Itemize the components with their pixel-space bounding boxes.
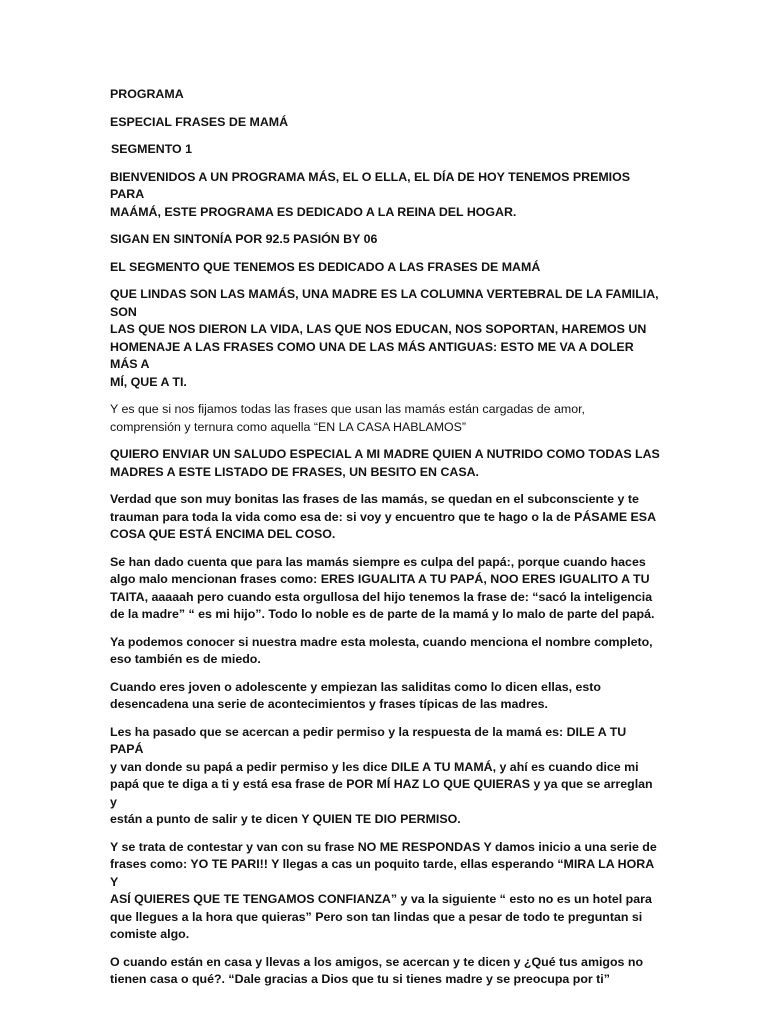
heading-especial: ESPECIAL FRASES DE MAMÁ — [110, 114, 289, 129]
paragraph-bienvenidos: BIENVENIDOS A UN PROGRAMA MÁS, EL O ELLA, EL DÍA DE HOY TENEMOS PREMIOS PARA MAÁMÁ, ESTE PROGRAMA ES DEDICADO A LA REINA DEL HOGAR. — [110, 169, 630, 219]
paragraph-sigan: SIGAN EN SINTONÍA POR 92.5 PASIÓN BY 06 — [110, 232, 378, 246]
paragraph-ya-podemos: Ya podemos conocer si nuestra madre esta molesta, cuando menciona el nombre completo, eso también es de miedo. — [110, 634, 653, 666]
paragraph-que-lindas: QUE LINDAS SON LAS MAMÁS, UNA MADRE ES LA COLUMNA VERTEBRAL DE LA FAMILIA, SON LAS QUE NOS DIERON LA VIDA, LAS QUE NOS EDUCAN, NOS SOPORTAN, HAREMOS UN HOMENAJE A LAS FRASES COMO UNA DE LAS MÁS ANTIGUAS: ESTO ME VA A DOLER MÁS A MÍ, QUE A TI. — [110, 287, 659, 389]
paragraph-les-ha-pasado: Les ha pasado que se acercan a pedir permiso y la respuesta de la mamá es: DILE A TU PAPÁ y van donde su papá a pedir permiso y les dice DILE A TU MAMÁ, y ahí es cuando dice mi papá que te diga a ti y está esa frase de POR MÍ HAZ LO QUE QUIERAS y ya que se arreglan y están a punto de salir y te dicen Y QUIEN TE DIO PERMISO. — [110, 724, 653, 826]
document-body — [110, 86, 660, 999]
heading-segmento: SEGMENTO 1 — [111, 142, 193, 156]
paragraph-cuando-eres: Cuando eres joven o adolescente y empiezan las saliditas como lo dicen ellas, esto desencadena una serie de acontecimientos y frases típicas de las madres. — [110, 679, 601, 711]
heading-programa: PROGRAMA — [110, 87, 184, 101]
paragraph-o-cuando: O cuando están en casa y llevas a los amigos, se acercan y te dicen y ¿Qué tus amigos no tienen casa o qué?. “Dale gracias a Dios que tu si tienes madre y se preocupa por ti” — [110, 954, 644, 986]
paragraph-segmento-dedicado: EL SEGMENTO QUE TENEMOS ES DEDICADO A LAS FRASES DE MAMÁ — [110, 259, 541, 274]
paragraph-se-han-dado: Se han dado cuenta que para las mamás siempre es culpa del papá:, porque cuando haces algo malo mencionan frases como: ERES IGUALITA A TU PAPÁ, NOO ERES IGUALITO A TU TAITA, aaaaah pero cuando esta orgullosa del hijo tenemos la frase de: “sacó la inteligencia de la madre” “ es mi hijo”. Todo lo noble es de parte de la mamá y lo malo de parte del papá. — [110, 554, 655, 621]
paragraph-y-es-que: Y es que si nos fijamos todas las frases que usan las mamás están cargadas de amor, comprensión y ternura como aquella “EN LA CASA HABLAMOS” — [110, 402, 585, 434]
paragraph-quiero-enviar: QUIERO ENVIAR UN SALUDO ESPECIAL A MI MADRE QUIEN A NUTRIDO COMO TODAS LAS MADRES A ESTE LISTADO DE FRASES, UN BESITO EN CASA. — [110, 447, 660, 479]
paragraph-verdad: Verdad que son muy bonitas las frases de las mamás, se quedan en el subconsciente y te trauman para toda la vida como esa de: si voy y encuentro que te hago o la de PÁSAME ESA COSA QUE ESTÁ ENCIMA DEL COSO. — [110, 492, 657, 541]
paragraph-y-se-trata: Y se trata de contestar y van con su frase NO ME RESPONDAS Y damos inicio a una serie de frases como: YO TE PARI!! Y llegas a cas un poquito tarde, ellas esperando “MIRA LA HORA Y ASÍ QUIERES QUE TE TENGAMOS CONFIANZA” y va la siguiente “ esto no es un hotel para que llegues a la hora que quieras” Pero son tan lindas que a pesar de todo te preguntan si comiste algo. — [110, 839, 657, 941]
